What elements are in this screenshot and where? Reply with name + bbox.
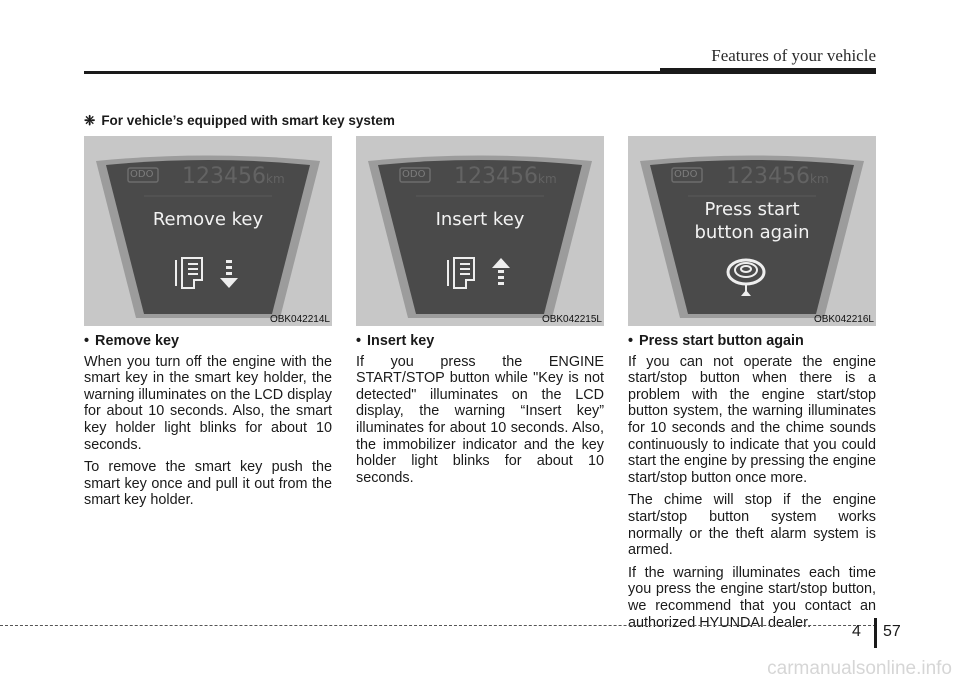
- paragraph: To remove the smart key push the smart key once and pull it out from the smart key holder.: [84, 459, 332, 509]
- column-press-start: [628, 333, 876, 637]
- page-header-title: Features of your vehicle: [711, 46, 876, 65]
- odometer-unit: km: [538, 172, 557, 186]
- paragraph: When you turn off the engine with the smart key in the smart key holder, the warning illuminates on the LCD display for about 10 seconds. Also, the smart key holder light blinks for about 10 seconds.: [84, 353, 332, 453]
- odometer-value: 123456: [182, 164, 266, 189]
- column-insert-key: [356, 333, 604, 492]
- odometer-value: 123456: [726, 164, 810, 189]
- header-rule-accent: [660, 68, 876, 74]
- page-number: 57: [883, 623, 901, 640]
- item-title: • Insert key: [356, 333, 435, 349]
- figure-code: OBK042215L: [541, 314, 602, 325]
- warning-message-line1: Insert key: [435, 209, 525, 230]
- paragraph: If you can not operate the engine start/stop button when there is a problem with the engine start/stop button system, the warning illuminates for 10 seconds and the chime sounds continuously to indicate that you could start the engine by pressing the engine start/stop button once more.: [628, 353, 877, 486]
- warning-message-line2: button again: [694, 222, 810, 243]
- chapter-number: 4: [852, 623, 861, 640]
- watermark: carmanualsonline.info: [767, 658, 952, 679]
- item-title-text: Remove key: [95, 333, 180, 349]
- cluster-panel-insert-key: [356, 136, 604, 326]
- footer-rule: [0, 625, 876, 626]
- section-symbol: ❈: [84, 113, 96, 128]
- column-remove-key: [84, 333, 332, 515]
- odo-label: ODO: [674, 169, 698, 180]
- section-heading: [84, 113, 395, 129]
- item-title-text: Press start button again: [639, 333, 804, 349]
- odo-label: ODO: [130, 169, 154, 180]
- warning-message-line1: Remove key: [152, 209, 264, 230]
- paragraph: If you press the ENGINE START/STOP button while "Key is not detected" illuminates on the LCD display, the warning “Insert key” illuminates for about 10 seconds. Also, the immobilizer indicator and the key holder light blinks for about 10 seconds.: [356, 353, 604, 486]
- item-title: • Press start button again: [628, 333, 804, 349]
- paragraph: The chime will stop if the engine start/stop button system works normally or the theft alarm system is armed.: [628, 492, 876, 559]
- item-title: • Remove key: [84, 333, 180, 349]
- cluster-panel-press-start: [628, 136, 876, 326]
- section-heading-text: For vehicle’s equipped with smart key system: [101, 113, 395, 128]
- figure-code: OBK042216L: [813, 314, 874, 325]
- cluster-panel-remove-key: [84, 136, 332, 326]
- odometer-unit: km: [810, 172, 829, 186]
- odometer-unit: km: [266, 172, 285, 186]
- item-title-text: Insert key: [367, 333, 435, 349]
- paragraph: If the warning illuminates each time you press the engine start/stop button, we recommend that you contact an authorized HYUNDAI dealer.: [628, 564, 876, 631]
- footer-separator: [874, 618, 877, 648]
- odo-label: ODO: [402, 169, 426, 180]
- odometer-value: 123456: [454, 164, 538, 189]
- warning-message-line1: Press start: [704, 199, 800, 220]
- figure-code: OBK042214L: [269, 314, 330, 325]
